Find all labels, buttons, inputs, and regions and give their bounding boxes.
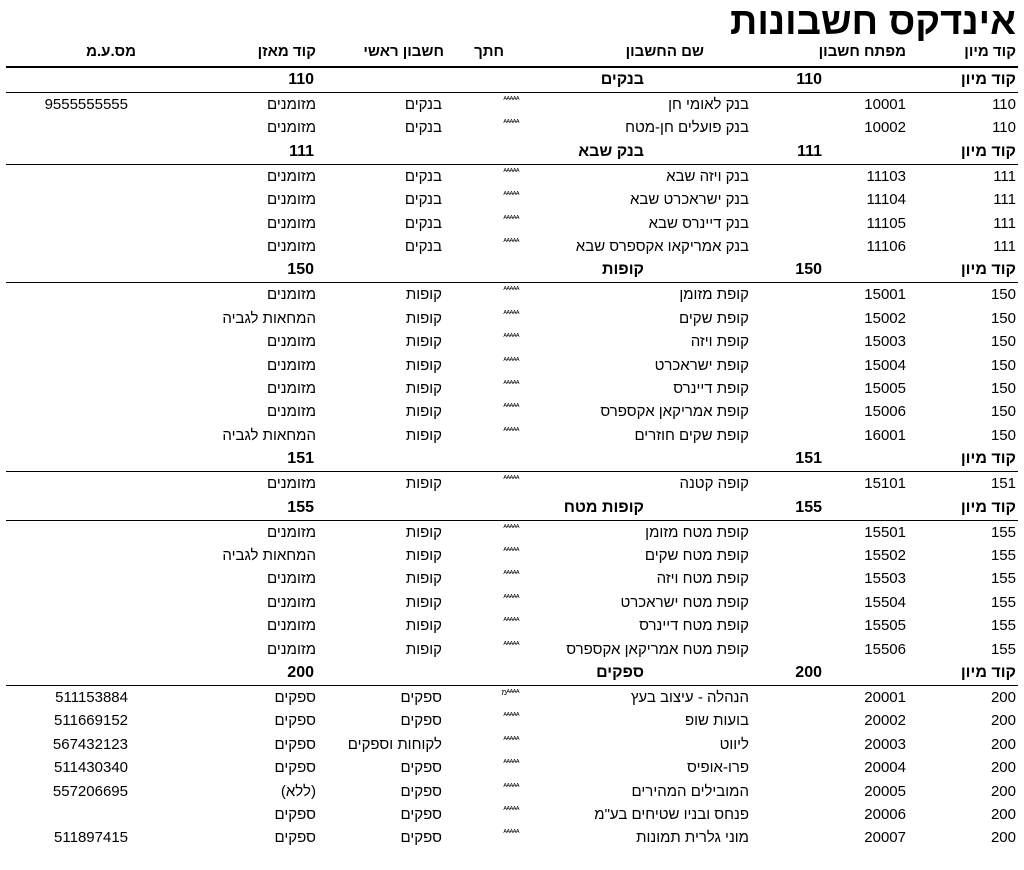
balance-code-cell: מזומנים bbox=[267, 119, 316, 137]
sort-code-cell: 155 bbox=[990, 593, 1016, 611]
sort-code-cell: 151 bbox=[990, 475, 1016, 493]
table-row bbox=[0, 116, 1024, 139]
balance-code-cell: מזומנים bbox=[267, 191, 316, 209]
balance-code-cell: המחאות לגביה bbox=[222, 547, 316, 564]
report-title: אינדקס חשבונות bbox=[730, 1, 1016, 43]
signature-cell: ᴬᴬᴬᴬᴬ bbox=[503, 118, 519, 128]
account-key-cell: 15501 bbox=[864, 523, 906, 541]
group-code-repeat: 151 bbox=[287, 450, 314, 468]
main-account-cell: קופות bbox=[405, 523, 442, 541]
signature-cell: ᴬᴬᴬᴬᴬ bbox=[503, 285, 519, 295]
account-name-cell: בנק אמריקאו אקספרס שבא bbox=[575, 238, 749, 255]
balance-code-cell: מזומנים bbox=[267, 640, 316, 658]
group-code: 150 bbox=[795, 261, 822, 279]
vat-cell: 511430340 bbox=[54, 759, 128, 777]
sort-code-cell: 150 bbox=[990, 426, 1016, 444]
vat-cell: 9555555555 bbox=[44, 96, 128, 113]
group-code-repeat: 111 bbox=[289, 142, 314, 160]
signature-cell: ᴬᴬᴬᴬᴬ bbox=[503, 522, 519, 532]
balance-code-cell: ספקים bbox=[274, 712, 316, 730]
main-account-cell: קופות bbox=[405, 593, 442, 611]
main-account-cell: ספקים bbox=[400, 759, 442, 777]
account-name-cell: בנק לאומי חן bbox=[668, 96, 749, 113]
group-label: קוד מיון bbox=[960, 71, 1016, 88]
balance-code-cell: ספקים bbox=[274, 806, 316, 823]
sort-code-cell: 200 bbox=[990, 759, 1016, 777]
table-row bbox=[0, 756, 1024, 779]
signature-cell: ᴬᴬᴬᴬᴬ bbox=[503, 308, 519, 318]
account-key-cell: 15001 bbox=[864, 286, 906, 304]
account-key-cell: 15002 bbox=[864, 309, 906, 327]
main-account-cell: בנקים bbox=[404, 167, 442, 185]
account-name-cell: קופת מטח שקים bbox=[644, 547, 749, 564]
signature-cell: ᴬᴬᴬᴬᴬ bbox=[503, 425, 519, 435]
signature-cell: מᴬᴬᴬᴬ bbox=[501, 688, 519, 697]
sort-code-cell: 150 bbox=[990, 356, 1016, 374]
balance-code-cell: מזומנים bbox=[267, 570, 316, 588]
main-account-cell: קופות bbox=[405, 380, 442, 397]
table-row bbox=[0, 188, 1024, 211]
group-label: קוד מיון bbox=[960, 498, 1016, 516]
main-account-cell: קופות bbox=[405, 286, 442, 304]
group-name: בנקים bbox=[600, 71, 644, 88]
group-name: בנק שבא bbox=[578, 142, 644, 160]
sort-code-cell: 155 bbox=[990, 547, 1016, 564]
vat-cell: 511897415 bbox=[54, 829, 128, 847]
signature-cell: ᴬᴬᴬᴬᴬ bbox=[503, 355, 519, 365]
account-name-cell: בנק ויזה שבא bbox=[666, 167, 749, 185]
account-key-cell: 20001 bbox=[864, 689, 906, 706]
group-label: קוד מיון bbox=[960, 450, 1016, 468]
signature-cell: ᴬᴬᴬᴬᴬ bbox=[503, 190, 519, 200]
account-name-cell: קופת ישראכרט bbox=[654, 356, 749, 374]
account-key-cell: 20007 bbox=[864, 829, 906, 847]
sort-code-cell: 111 bbox=[993, 191, 1016, 209]
group-header bbox=[0, 496, 1024, 519]
account-key-cell: 15101 bbox=[864, 475, 906, 493]
account-key-cell: 20004 bbox=[864, 759, 906, 777]
balance-code-cell: המחאות לגביה bbox=[222, 309, 316, 327]
sort-code-cell: 200 bbox=[990, 712, 1016, 730]
table-row bbox=[0, 93, 1024, 116]
main-account-cell: בנקים bbox=[404, 96, 442, 113]
balance-code-cell: ספקים bbox=[274, 735, 316, 753]
header-sort-code: קוד מיון bbox=[964, 43, 1016, 60]
table-row bbox=[0, 826, 1024, 849]
main-account-cell: בנקים bbox=[404, 238, 442, 255]
balance-code-cell: המחאות לגביה bbox=[222, 426, 316, 444]
sort-code-cell: 110 bbox=[992, 96, 1016, 113]
account-key-cell: 11104 bbox=[866, 191, 906, 209]
main-account-cell: קופות bbox=[405, 333, 442, 351]
group-code: 200 bbox=[795, 664, 822, 681]
group-header bbox=[0, 140, 1024, 163]
header-balance-code: קוד מאזן bbox=[257, 43, 316, 60]
header-signature: חתך bbox=[474, 43, 504, 60]
table-row bbox=[0, 780, 1024, 803]
main-account-cell: קופות bbox=[405, 570, 442, 588]
account-key-cell: 11105 bbox=[866, 214, 906, 232]
main-account-cell: קופות bbox=[405, 640, 442, 658]
main-account-cell: קופות bbox=[405, 356, 442, 374]
header-account-name: שם החשבון bbox=[625, 43, 704, 60]
balance-code-cell: מזומנים bbox=[267, 380, 316, 397]
account-name-cell: קופת מטח מזומן bbox=[645, 523, 749, 541]
group-name: ספקים bbox=[596, 664, 644, 681]
table-row bbox=[0, 400, 1024, 423]
group-header bbox=[0, 447, 1024, 470]
main-account-cell: ספקים bbox=[400, 829, 442, 847]
account-name-cell: קופת שקים חוזרים bbox=[634, 426, 749, 444]
group-code: 151 bbox=[795, 450, 822, 468]
group-label: קוד מיון bbox=[960, 142, 1016, 160]
group-label: קוד מיון bbox=[960, 261, 1016, 279]
balance-code-cell: מזומנים bbox=[267, 356, 316, 374]
sort-code-cell: 111 bbox=[993, 214, 1016, 232]
sort-code-cell: 155 bbox=[990, 570, 1016, 588]
account-name-cell: פרו-אופיס bbox=[687, 759, 749, 777]
table-row bbox=[0, 567, 1024, 590]
account-key-cell: 15006 bbox=[864, 403, 906, 421]
account-name-cell: קופת מטח דיינרס bbox=[639, 617, 749, 635]
main-account-cell: קופות bbox=[405, 426, 442, 444]
table-row bbox=[0, 307, 1024, 330]
account-name-cell: בועות שופ bbox=[684, 712, 749, 730]
account-name-cell: קופת דיינרס bbox=[673, 380, 749, 397]
table-row bbox=[0, 686, 1024, 709]
account-name-cell: קופת מזומן bbox=[679, 286, 749, 304]
account-key-cell: 20002 bbox=[864, 712, 906, 730]
main-account-cell: קופות bbox=[405, 403, 442, 421]
balance-code-cell: מזומנים bbox=[267, 286, 316, 304]
sort-code-cell: 150 bbox=[990, 380, 1016, 397]
table-row bbox=[0, 235, 1024, 258]
table-row bbox=[0, 212, 1024, 235]
table-row bbox=[0, 803, 1024, 826]
signature-cell: ᴬᴬᴬᴬᴬ bbox=[503, 639, 519, 649]
signature-cell: ᴬᴬᴬᴬᴬ bbox=[503, 828, 519, 838]
main-account-cell: קופות bbox=[405, 309, 442, 327]
account-name-cell: המובילים המהירים bbox=[631, 782, 749, 800]
account-key-cell: 15506 bbox=[864, 640, 906, 658]
sort-code-cell: 200 bbox=[990, 782, 1016, 800]
account-name-cell: קופת מטח ויזה bbox=[656, 570, 749, 588]
account-name-cell: בנק פועלים חן-מטח bbox=[625, 119, 749, 137]
account-key-cell: 10002 bbox=[864, 119, 906, 137]
balance-code-cell: מזומנים bbox=[267, 593, 316, 611]
group-header bbox=[0, 661, 1024, 684]
main-account-cell: קופות bbox=[405, 547, 442, 564]
signature-cell: ᴬᴬᴬᴬᴬ bbox=[503, 332, 519, 342]
group-code-repeat: 155 bbox=[287, 498, 314, 516]
balance-code-cell: מזומנים bbox=[267, 475, 316, 493]
main-account-cell: קופות bbox=[405, 475, 442, 493]
signature-cell: ᴬᴬᴬᴬᴬ bbox=[503, 758, 519, 768]
balance-code-cell: (ללא) bbox=[280, 782, 316, 800]
main-account-cell: ספקים bbox=[400, 806, 442, 823]
account-name-cell: קופה קטנה bbox=[679, 475, 749, 493]
main-account-cell: לקוחות וספקים bbox=[347, 735, 442, 753]
signature-cell: ᴬᴬᴬᴬᴬ bbox=[503, 569, 519, 579]
table-row bbox=[0, 330, 1024, 353]
main-account-cell: בנקים bbox=[404, 119, 442, 137]
account-key-cell: 20006 bbox=[864, 806, 906, 823]
sort-code-cell: 200 bbox=[990, 689, 1016, 706]
table-row bbox=[0, 472, 1024, 495]
sort-code-cell: 155 bbox=[990, 523, 1016, 541]
vat-cell: 511153884 bbox=[55, 689, 128, 706]
account-key-cell: 20005 bbox=[864, 782, 906, 800]
account-name-cell: פנחס ובניו שטיחים בע"מ bbox=[594, 806, 749, 823]
header-vat: מס.ע.מ bbox=[86, 43, 136, 60]
balance-code-cell: מזומנים bbox=[267, 214, 316, 232]
table-row bbox=[0, 283, 1024, 306]
sort-code-cell: 150 bbox=[990, 286, 1016, 304]
signature-cell: ᴬᴬᴬᴬᴬ bbox=[503, 546, 519, 555]
signature-cell: ᴬᴬᴬᴬᴬ bbox=[503, 592, 519, 602]
group-code: 110 bbox=[796, 71, 822, 88]
account-key-cell: 16001 bbox=[864, 426, 906, 444]
account-key-cell: 11106 bbox=[866, 238, 906, 255]
signature-cell: ᴬᴬᴬᴬᴬ bbox=[503, 616, 519, 626]
group-code-repeat: 200 bbox=[287, 664, 314, 681]
balance-code-cell: מזומנים bbox=[267, 523, 316, 541]
group-header bbox=[0, 68, 1024, 91]
sort-code-cell: 150 bbox=[990, 403, 1016, 421]
balance-code-cell: מזומנים bbox=[267, 333, 316, 351]
sort-code-cell: 150 bbox=[990, 333, 1016, 351]
balance-code-cell: מזומנים bbox=[267, 403, 316, 421]
sort-code-cell: 111 bbox=[993, 238, 1016, 255]
vat-cell: 557206695 bbox=[52, 782, 128, 800]
account-name-cell: ליווט bbox=[719, 735, 749, 753]
header-main-account: חשבון ראשי bbox=[363, 43, 444, 60]
signature-cell: ᴬᴬᴬᴬᴬ bbox=[503, 95, 519, 104]
account-key-cell: 15003 bbox=[864, 333, 906, 351]
main-account-cell: קופות bbox=[405, 617, 442, 635]
account-name-cell: קופת מטח אמריקאן אקספרס bbox=[566, 640, 749, 658]
table-row bbox=[0, 733, 1024, 756]
balance-code-cell: מזומנים bbox=[267, 238, 316, 255]
account-name-cell: קופת שקים bbox=[679, 309, 749, 327]
account-key-cell: 15004 bbox=[864, 356, 906, 374]
main-account-cell: בנקים bbox=[404, 214, 442, 232]
balance-code-cell: מזומנים bbox=[267, 617, 316, 635]
account-key-cell: 20003 bbox=[864, 735, 906, 753]
main-account-cell: ספקים bbox=[400, 782, 442, 800]
main-account-cell: בנקים bbox=[404, 191, 442, 209]
table-row bbox=[0, 591, 1024, 614]
signature-cell: ᴬᴬᴬᴬᴬ bbox=[503, 781, 519, 791]
vat-cell: 511669152 bbox=[54, 712, 128, 730]
account-name-cell: הנהלה - עיצוב בעץ bbox=[630, 689, 749, 706]
balance-code-cell: ספקים bbox=[274, 759, 316, 777]
group-label: קוד מיון bbox=[960, 664, 1016, 681]
group-code: 155 bbox=[795, 498, 822, 516]
sort-code-cell: 150 bbox=[990, 309, 1016, 327]
signature-cell: ᴬᴬᴬᴬᴬ bbox=[503, 474, 519, 484]
account-key-cell: 11103 bbox=[866, 167, 906, 185]
balance-code-cell: ספקים bbox=[274, 829, 316, 847]
table-row bbox=[0, 165, 1024, 188]
signature-cell: ᴬᴬᴬᴬᴬ bbox=[503, 237, 519, 246]
balance-code-cell: מזומנים bbox=[267, 167, 316, 185]
account-name-cell: מוני גלרית תמונות bbox=[636, 829, 749, 847]
table-row bbox=[0, 354, 1024, 377]
sort-code-cell: 200 bbox=[990, 735, 1016, 753]
group-name: קופות מטח bbox=[563, 498, 644, 516]
account-name-cell: קופת ויזה bbox=[690, 333, 749, 351]
signature-cell: ᴬᴬᴬᴬᴬ bbox=[503, 734, 519, 744]
sort-code-cell: 110 bbox=[992, 119, 1016, 137]
main-account-cell: ספקים bbox=[400, 689, 442, 706]
group-code: 111 bbox=[797, 142, 822, 160]
table-row bbox=[0, 424, 1024, 447]
account-key-cell: 15502 bbox=[864, 547, 906, 564]
signature-cell: ᴬᴬᴬᴬᴬ bbox=[503, 166, 519, 176]
balance-code-cell: מזומנים bbox=[267, 96, 316, 113]
account-key-cell: 15503 bbox=[864, 570, 906, 588]
account-name-cell: בנק דיינרס שבא bbox=[648, 214, 749, 232]
table-row bbox=[0, 377, 1024, 400]
account-name-cell: קופת אמריקאן אקספרס bbox=[600, 403, 749, 421]
signature-cell: ᴬᴬᴬᴬᴬ bbox=[503, 711, 519, 721]
signature-cell: ᴬᴬᴬᴬᴬ bbox=[503, 402, 519, 412]
main-account-cell: ספקים bbox=[400, 712, 442, 730]
table-row bbox=[0, 709, 1024, 732]
sort-code-cell: 155 bbox=[990, 640, 1016, 658]
group-code-repeat: 150 bbox=[287, 261, 314, 279]
account-key-cell: 15505 bbox=[864, 617, 906, 635]
sort-code-cell: 155 bbox=[990, 617, 1016, 635]
signature-cell: ᴬᴬᴬᴬᴬ bbox=[503, 805, 519, 814]
group-name: קופות bbox=[601, 261, 644, 279]
sort-code-cell: 200 bbox=[990, 829, 1016, 847]
sort-code-cell: 200 bbox=[990, 806, 1016, 823]
table-row bbox=[0, 614, 1024, 637]
group-code-repeat: 110 bbox=[288, 71, 314, 88]
table-row bbox=[0, 521, 1024, 544]
account-key-cell: 15504 bbox=[864, 593, 906, 611]
balance-code-cell: ספקים bbox=[274, 689, 316, 706]
vat-cell: 567432123 bbox=[52, 735, 128, 753]
account-name-cell: קופת מטח ישראכרט bbox=[620, 593, 749, 611]
account-key-cell: 15005 bbox=[864, 380, 906, 397]
group-header bbox=[0, 258, 1024, 281]
signature-cell: ᴬᴬᴬᴬᴬ bbox=[503, 213, 519, 223]
table-row bbox=[0, 544, 1024, 567]
signature-cell: ᴬᴬᴬᴬᴬ bbox=[503, 379, 519, 388]
account-name-cell: בנק ישראכרט שבא bbox=[630, 191, 749, 209]
table-row bbox=[0, 638, 1024, 661]
sort-code-cell: 111 bbox=[993, 167, 1016, 185]
header-account-key: מפתח חשבון bbox=[818, 43, 906, 60]
account-key-cell: 10001 bbox=[864, 96, 906, 113]
